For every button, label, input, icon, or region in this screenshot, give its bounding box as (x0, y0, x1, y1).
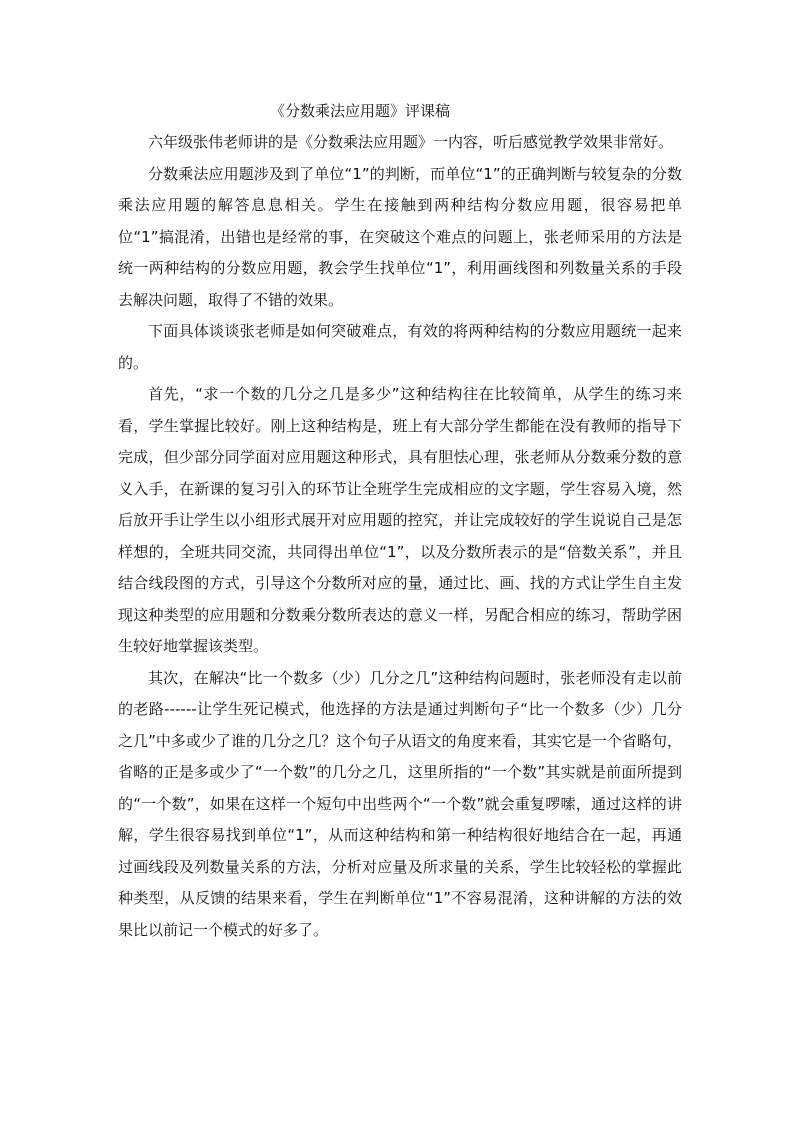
paragraph-intro: 六年级张伟老师讲的是《分数乘法应用题》一内容，听后感觉教学效果非常好。 (148, 133, 674, 151)
paragraph-overview: 下面具体谈谈张老师是如何突破难点，有效的将两种结构的分数应用题统一起来的。 (118, 322, 682, 372)
paragraph-second: 其次，在解决“比一个数多（少）几分之几”这种结构问题时，张老师没有走以前的老路------让学生死记模式，他选择的方法是通过判断句子“比一个数多（少）几分之几”中多或少了谁的几分之几？这个句子从语文的角度来看，其实它是一个省略句，省略的正是多或少了“一个数”的几分之几，这里所指的“一个数”其实就是前面所提到的“一个数”，如果在这样一个短句中出些两个“一个数”就会重复啰嗦，通过这样的讲解，学生很容易找到单位“1”，从而这种结构和第一种结构很好地结合在一起，再通过画线段及列数量关系的方法，分析对应量及所求量的关系，学生比较轻松的掌握此种类型，从反馈的结果来看，学生在判断单位“1”不容易混淆，这种讲解的方法的效果比以前记一个模式的好多了。 (118, 668, 682, 939)
paragraph-unit-one: 分数乘法应用题涉及到了单位“1”的判断，而单位“1”的正确判断与较复杂的分数乘法应用题的解答息息相关。学生在接触到两种结构分数应用题，很容易把单位“1”搞混淆，出错也是经常的事，在突破这个难点的问题上，张老师采用的方法是统一两种结构的分数应用题，教会学生找单位“1”，利用画线图和列数量关系的手段去解决问题，取得了不错的效果。 (118, 164, 682, 309)
document-title: 《分数乘法应用题》评课稿 (270, 102, 451, 120)
paragraph-first: 首先，“求一个数的几分之几是多少”这种结构往在比较简单，从学生的练习来看，学生掌握比较好。刚上这种结构是，班上有大部分学生都能在没有教师的指导下完成，但少部分同学面对应用题这种形式，具有胆怯心理，张老师从分数乘分数的意义入手，在新课的复习引入的环节让全班学生完成相应的文字题，学生容易入境，然后放开手让学生以小组形式展开对应用题的控究，并让完成较好的学生说说自己是怎样想的，全班共同交流，共同得出单位“1”，以及分数所表示的是“倍数关系”，并且结合线段图的方式，引导这个分数所对应的量，通过比、画、找的方式让学生自主发现这种类型的应用题和分数乘分数所表达的意义一样，另配合相应的练习，帮助学困生较好地掌握该类型。 (118, 385, 682, 655)
document-body (118, 127, 682, 946)
